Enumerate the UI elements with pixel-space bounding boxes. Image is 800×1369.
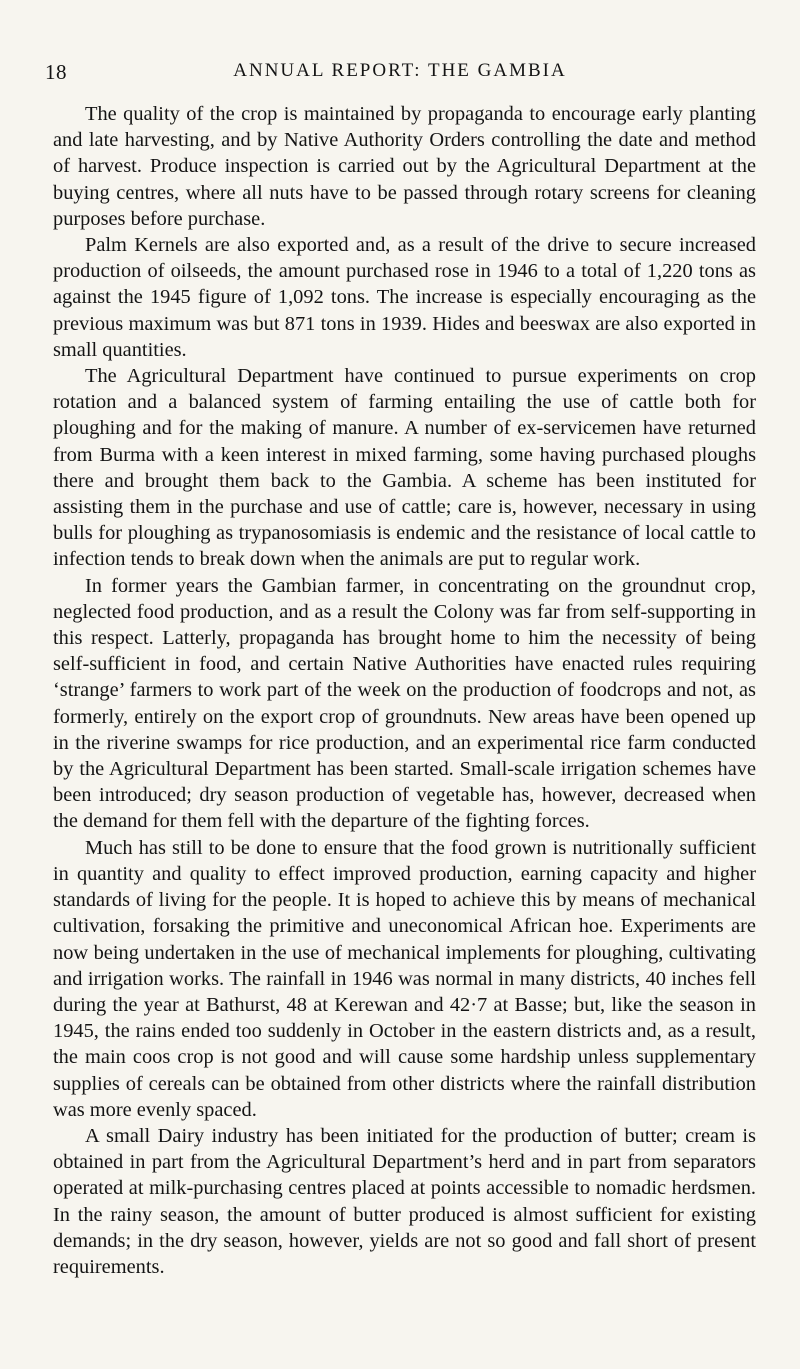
paragraph-crop-rotation: The Agricultural Department have continued to pursue experiments on crop rotation and a balanced system of farming entailing the use of cattle both for ploughing and for the making of manure. A number of ex-servicemen have returned from Burma with a keen interest in mixed farming, some having purchased ploughs there and brought them back to the Gambia. A scheme has been instituted for assisting them in the purchase and use of cattle; care is, however, necessary in using bulls for ploughing as trypanosomiasis is endemic and the resistance of local cattle to infection tends to break down when the animals are put to regular work.: [53, 365, 756, 571]
page-number: 18: [45, 60, 67, 84]
paragraph-crop-quality: The quality of the crop is maintained by propaganda to encourage early planting and late harvesting, and by Native Authority Orders controlling the date and method of harvest. Produce inspection is carried out by the Agricultural Department at the buying centres, where all nuts have to be passed through rotary screens for cleaning purposes before purchase.: [53, 103, 756, 230]
page-header: [45, 60, 755, 88]
body-text: [53, 101, 756, 1280]
paragraph-food-production: In former years the Gambian farmer, in concentrating on the groundnut crop, neglected food production, and as a result the Colony was far from self-supporting in this respect. Latterly, propaganda has brought home to him the necessity of being self-sufficient in food, and certain Native Authorities have enacted rules requiring ‘strange’ farmers to work part of the week on the production of foodcrops and not, as formerly, entirely on the export crop of groundnuts. New areas have been opened up in the riverine swamps for rice production, and an experimental rice farm conducted by the Agricultural Department has been started. Small-scale irrigation schemes have been introduced; dry season production of vegetable has, however, decreased when the demand for them fell with the departure of the fighting forces.: [53, 574, 756, 833]
paragraph-palm-kernels: Palm Kernels are also exported and, as a result of the drive to secure increased production of oilseeds, the amount purchased rose in 1946 to a total of 1,220 tons as against the 1945 figure of 1,092 tons. The increase is especially encouraging as the previous maximum was but 871 tons in 1939. Hides and beeswax are also exported in small quantities.: [53, 234, 756, 361]
paragraph-dairy-industry: A small Dairy industry has been initiated for the production of butter; cream is obtained in part from the Agricultural Department’s herd and in part from separators operated at milk-purchasing centres placed at points accessible to nomadic herdsmen. In the rainy season, the amount of butter produced is almost sufficient for existing demands; in the dry season, however, yields are not so good and fall short of present requirements.: [53, 1124, 756, 1278]
paragraph-mechanical-cultivation: Much has still to be done to ensure that the food grown is nutritionally sufficient in quantity and quality to effect improved production, earning capacity and higher standards of living for the people. It is hoped to achieve this by means of mechanical cultivation, forsaking the primitive and uneconomical African hoe. Experiments are now being undertaken in the use of mechanical implements for ploughing, cultivating and irrigation works. The rainfall in 1946 was normal in many districts, 40 inches fell during the year at Bathurst, 48 at Kerewan and 42·7 at Basse; but, like the season in 1945, the rains ended too suddenly in October in the eastern districts and, as a result, the main coos crop is not good and will cause some hardship unless supplementary supplies of cereals can be obtained from other districts where the rainfall distribution was more evenly spaced.: [53, 836, 756, 1121]
running-title: ANNUAL REPORT: THE GAMBIA: [233, 60, 567, 81]
